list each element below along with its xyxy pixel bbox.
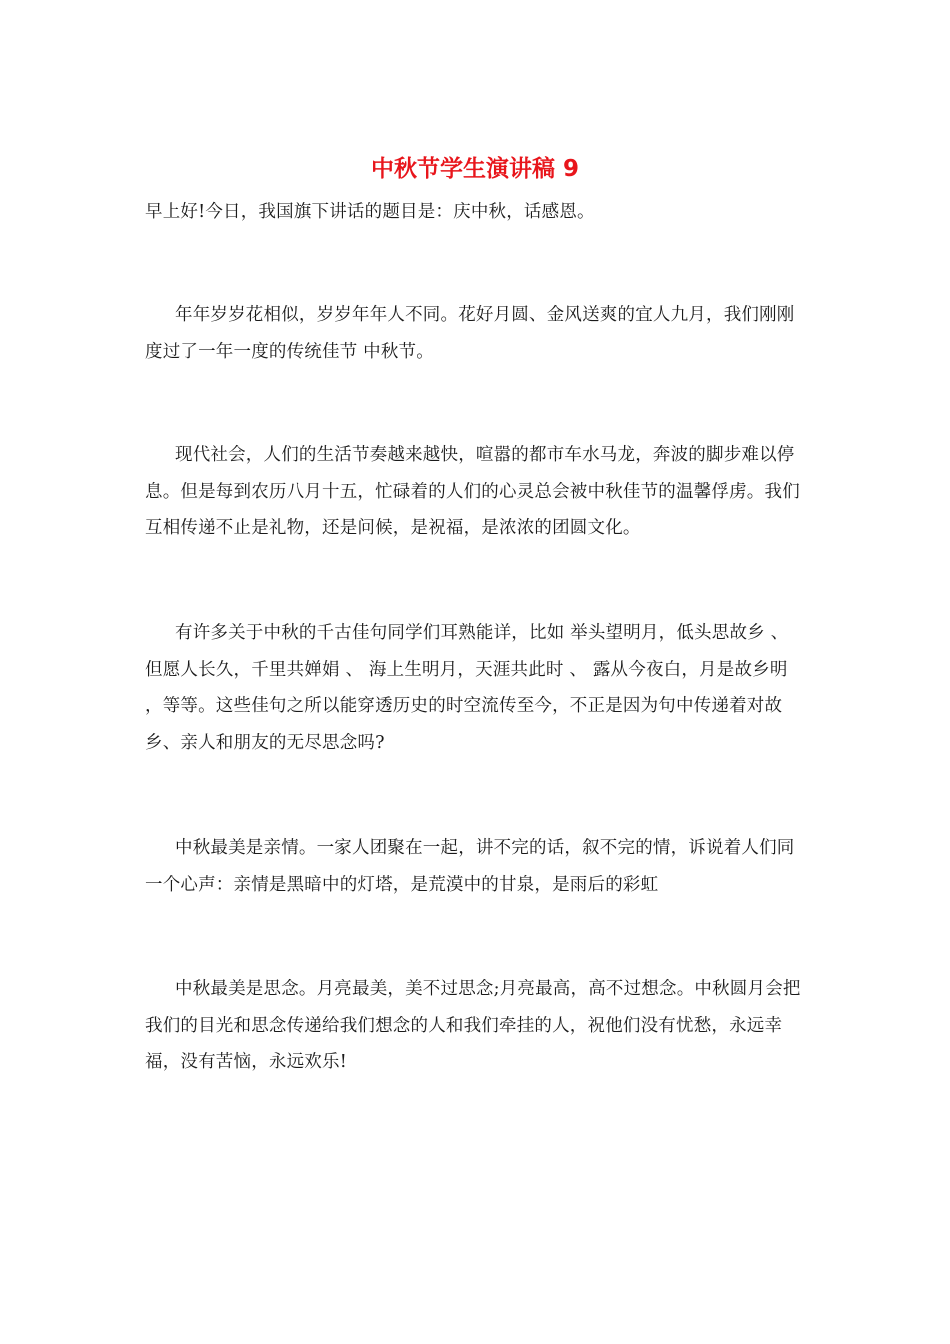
paragraph-5: 中秋最美是思念。月亮最美，美不过思念;月亮最高，高不过想念。中秋圆月会把我们的目光和思念传递给我们想念的人和我们牵挂的人，祝他们没有忧愁，永远幸福，没有苦恼，永远欢乐! — [145, 979, 801, 1072]
paragraph-2: 现代社会，人们的生活节奏越来越快，喧嚣的都市车水马龙，奔波的脚步难以停息。但是每到农历八月十五，忙碌着的人们的心灵总会被中秋佳节的温馨俘虏。我们互相传递不止是礼物，还是问候，是祝福，是浓浓的团圆文化。 — [145, 445, 800, 538]
paragraph-4: 中秋最美是亲情。一家人团聚在一起，讲不完的话，叙不完的情，诉说着人们同一个心声：亲情是黑暗中的灯塔，是荒漠中的甘泉，是雨后的彩虹 — [145, 838, 795, 895]
page-title: 中秋节学生演讲稿 9 — [370, 156, 579, 182]
paragraph-greeting: 早上好!今日，我国旗下讲话的题目是：庆中秋，话感恩。 — [145, 202, 595, 222]
paragraph-3: 有许多关于中秋的千古佳句同学们耳熟能详，比如 举头望明月，低头思故乡 、 但愿人长久，千里共婵娟 、 海上生明月，天涯共此时 、 露从今夜白，月是故乡明 ，等等。这些佳句之所以能穿透历史的时空流传至今，不正是因为句中传递着对故乡、亲人和朋友的无尽思念吗? — [145, 623, 789, 753]
paragraph-1: 年年岁岁花相似，岁岁年年人不同。花好月圆、金风送爽的宜人九月，我们刚刚度过了一年一度的传统佳节 中秋节。 — [145, 305, 795, 362]
